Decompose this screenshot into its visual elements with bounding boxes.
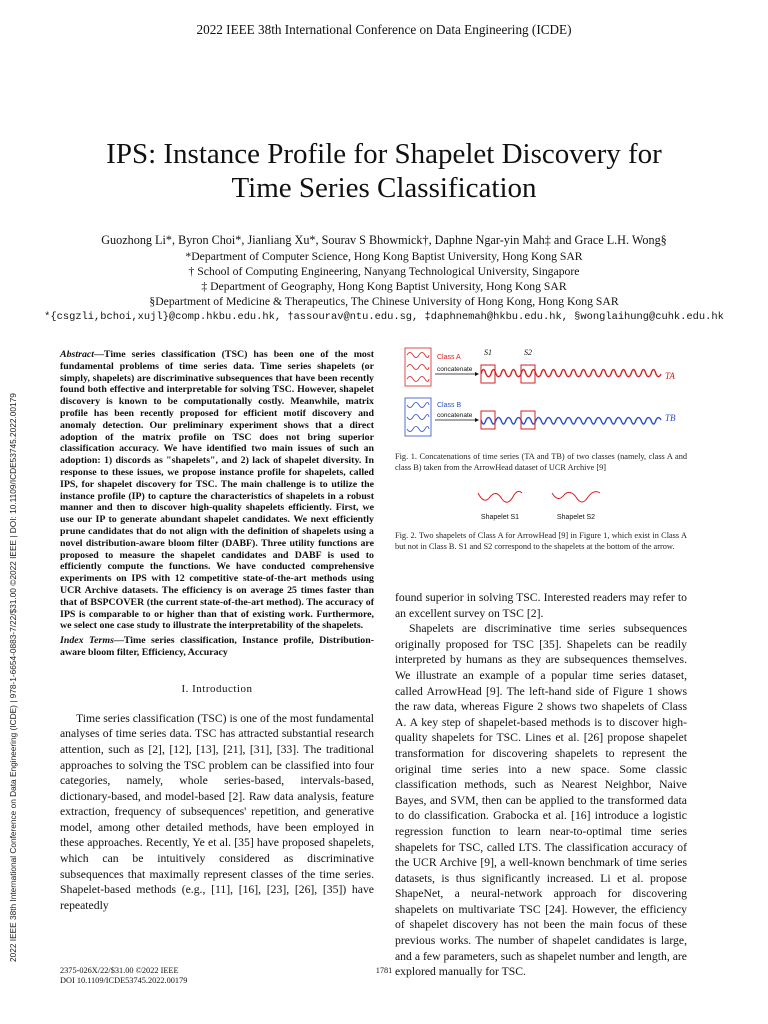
section-heading-introduction: I. Introduction: [181, 682, 253, 695]
concatenate-label-a: concatenate: [437, 366, 473, 373]
footer-issn: 2375-026X/22/$31.00 ©2022 IEEE: [60, 966, 179, 975]
series-ta-line: [481, 370, 661, 377]
class-b-thumbnails: [405, 398, 431, 436]
shapelet-s1-label: Shapelet S1: [480, 514, 520, 521]
paper-title-line-1: IPS: Instance Profile for Shapelet Discovery for: [106, 138, 662, 170]
index-terms: [60, 635, 374, 659]
b-highlight-box-1: [481, 411, 495, 429]
s2-highlight-box: [521, 365, 535, 383]
figure-2: [470, 485, 620, 525]
author-list: Guozhong Li*, Byron Choi*, Jianliang Xu*, Sourav S Bhowmick†, Daphne Ngar-yin Mah‡ and Grace L.H. Wong§: [101, 233, 667, 247]
b-highlight-box-2: [521, 411, 535, 429]
affiliation-1: *Department of Computer Science, Hong Kong Baptist University, Hong Kong SAR: [185, 250, 583, 263]
footer-doi: DOI 10.1109/ICDE53745.2022.00179: [60, 976, 188, 985]
doi-sidebar: 2022 IEEE 38th International Conference on Data Engineering (ICDE) | 978-1-6654-0883-7/22/$31.00 ©2022 IEEE | DOI: 10.1109/ICDE53745.2022.00179: [8, 393, 18, 962]
intro-paragraph: Time series classification (TSC) is one of the most fundamental analyses of time series data. TSC has attracted substantial research attention, such as [2], [12], [13], [21], [31], [33]. The traditional approaches to solving the TSC problem can be classified into four categories, namely, whole series-based, intervals-based, dictionary-based, and model-based [2]. Raw data analysis, feature extraction, frequency of subsequences' repetition, and generative model, among other detailed methods, have been employed in these approaches. Recently, Ye et al. [35] have proposed shapelets, which can be intuitively considered as discriminative subsequences that maximally represent classes of the time series. Shapelet-based methods (e.g., [11], [16], [23], [26], [35]) have repeatedly: [60, 711, 374, 912]
concat-arrowhead-b: [475, 418, 479, 422]
right-paragraph-2: Shapelets are discriminative time series subsequences originally proposed for TSC [35]. Shapelets can be readily interpreted by humans as they are subsequences themselves. We illustrate an example of a popular time series dataset, called ArrowHead [9]. The left-hand side of Figure 1 shows the raw data, whereas Figure 2 shows two shapelets of Class A. A key step of shapelet-based methods is to discover high-quality shapelets for TSC. Lines et al. [26] propose shapelet transformation for discovering shapelets to represent the original time series into a new space. Some classic classification methods, such as Nearest Neighbor, Naive Bayes, and SVM, then can be applied to the transformed data to do classification. Grabocka et al. [16] introduce a logistic regression function to learn near-to-optimal time series shapelets for TSC, called LTS. The classification accuracy of the UCR Archive [9], a well-known benchmark of time series datasets, is thus significantly increased. Li et al. propose ShapeNet, a neural-network approach for discovering shapelets on multivariate TSC [24]. However, the efficiency of shapelet discovery has not been the main focus of these previous works. The number of shapelet candidates is large, and a few parameters, such as shapelet number and length, are explored manually for TSC.: [395, 622, 687, 979]
index-terms-text: —Time series classification, Instance profile, Distribution-aware bloom filter, Efficiency, Accuracy: [60, 635, 375, 658]
concatenate-label-b: concatenate: [437, 412, 473, 419]
conference-header: 2022 IEEE 38th International Conference on Data Engineering (ICDE): [196, 22, 572, 37]
shapelet-s2-curve: [552, 492, 600, 502]
concat-arrowhead-a: [475, 372, 479, 376]
paper-title: [60, 137, 708, 205]
right-column: [395, 590, 687, 980]
affiliation-3: ‡ Department of Geography, Hong Kong Baptist University, Hong Kong SAR: [201, 280, 567, 293]
ta-label: TA: [665, 371, 675, 381]
figure-1: [395, 343, 695, 447]
series-tb-line: [481, 418, 661, 424]
index-terms-label: Index Terms: [60, 635, 114, 647]
abstract-label: Abstract: [60, 349, 95, 360]
affiliation-4: §Department of Medicine & Therapeutics, The Chinese University of Hong Kong, Hong Kong SAR: [149, 295, 619, 308]
class-b-label: Class B: [437, 402, 462, 409]
page-number: 1781: [375, 966, 393, 975]
figure-1-caption: Fig. 1. Concatenations of time series (TA and TB) of two classes (namely, class A and class B) taken from the ArrowHead dataset of UCR Archive [9]: [395, 452, 687, 472]
s2-label: S2: [524, 348, 532, 357]
shapelet-s1-curve: [478, 491, 522, 502]
class-a-thumbnails: [405, 348, 431, 386]
figure-2-graphic: [470, 485, 620, 525]
shapelet-s2-label: Shapelet S2: [556, 514, 596, 521]
figure-2-caption: Fig. 2. Two shapelets of Class A for ArrowHead [9] in Figure 1, which exist in Class A but not in Class B. S1 and S2 correspond to the shapelets at the bottom of the arrow.: [395, 531, 687, 551]
abstract-text: —Time series classification (TSC) has been one of the most fundamental problems of time series data. Time series shapelets (or simply, shapelets) are discriminative subsequences that have been recently found both effective and interpretable for solving TSC. However, shapelet discovery is known to be computationally costly. Meanwhile, matrix profile has been recently proposed for efficient motif discovery and anomaly detection. Our preliminary experiment shows that a direct adoption of the matrix profile on TSC does not bring superior classification accuracy. We have identified two main issues of such an adoption: 1) discords as "shapelets", and 2) lack of shapelet diversity. In response to these issues, we propose instance profile for shapelets, called IPS, for shapelet discovery for TSC. The main challenge is to utilize the instance profile (IP) to capture the characteristics of shapelets in a robust manner and then to discover high-quality shapelets efficiently. First, we use our IP to generate abundant shapelet candidates. We next efficiently prune candidates that do not align with the definition of shapelets using a novel distribution-aware bloom filter (DABF). Three utility functions are proposed to measure the shapelet candidates and DABF is used to efficiently compute the functions. We have conducted comprehensive experiments on IPS with 12 competitive state-of-the-art methods using UCR Archive datasets. The efficiency is on average 25 times faster than that of BSPCOVER (the current state-of-the-art method). The accuracy of IPS is comparable to or higher than that of existing work. Furthermore, we select one case study to illustrate the interpretability of the shapelets.: [60, 349, 374, 632]
tb-label: TB: [665, 413, 676, 423]
paper-title-line-2: Time Series Classification: [231, 172, 537, 204]
affiliation-2: † School of Computing Engineering, Nanyang Technological University, Singapore: [188, 265, 580, 278]
abstract: [60, 349, 374, 632]
s1-label: S1: [484, 348, 492, 357]
class-a-label: Class A: [437, 354, 461, 361]
right-paragraph-1: found superior in solving TSC. Interested readers may refer to an excellent survey on TSC [2].: [395, 591, 687, 620]
author-emails: *{csgzli,bchoi,xujl}@comp.hkbu.edu.hk, †assourav@ntu.edu.sg, ‡daphnemah@hkbu.edu.hk, §wonglaihung@cuhk.edu.hk: [44, 311, 724, 323]
s1-highlight-box: [481, 365, 495, 383]
figure-1-graphic: [395, 343, 695, 447]
left-column: [60, 349, 374, 913]
